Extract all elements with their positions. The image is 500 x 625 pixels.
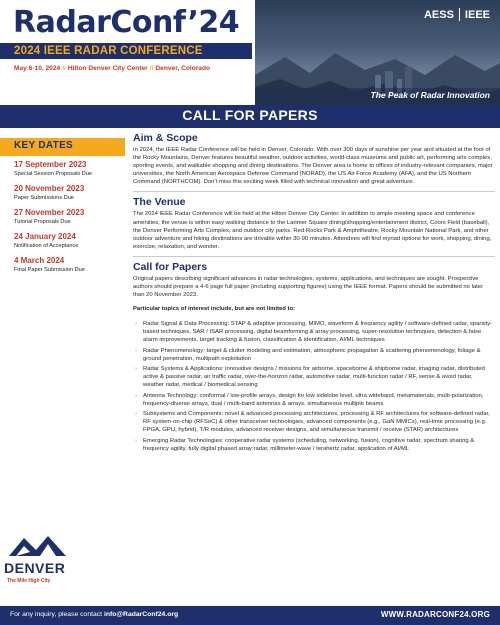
cfp-text: Original papers describing significant advances in radar technologies, systems, applications, and techniques are sought. Prospective authors should prepare a 4-6 page full paper (including supporting figures) using the IEEE format. Papers should be submitted no later than 20 November 2023. [133,275,484,299]
topic-item: › Emerging Radar Technologies: cooperative radar systems (scheduling, networking, fusion), cognitive radar, spectrum sharing & frequency agility, fully digital phased array radar, millimeter-wave / terahertz radar, application of AI/ML [133,437,495,453]
footer-inquiry [10,611,178,618]
cfp-banner-title: CALL FOR PAPERS [182,107,318,123]
tagline: The Peak of Radar Innovation [370,90,490,100]
conference-subtitle: 2024 IEEE RADAR CONFERENCE [14,45,203,57]
key-date-label: Tutorial Proposals Due [14,219,71,225]
cfp-heading: Call for Papers [133,260,208,273]
venue-text: The 2024 IEEE Radar Conference will be held at the Hilton Denver City Center. In addition to ample meeting space and conference amenities, the venue is within easy walking distance to the Larimer Square dining/shopping/entertainment district, Coors Field (baseball), the Denver Performing Arts Complex, and outdoor city parks. Red Rocks Park & Amphitheatre, Rocky Mountain National Park, and other outdoor adventure and hiking destinations are drivable within 30-90 minutes. Attendees will find myriad options for work, shopping, dining, exercise, relaxation, and wonder. [133,211,492,250]
key-date-item [14,232,129,250]
key-date-label: Final Paper Submission Due [14,267,85,273]
denver-logo-tagline: The Mile High City [7,578,51,584]
topic-item: › Radar Signal & Data Processing: STAP & adaptive processing, MIMO, waveform & frequency agility / software-defined radar, sparsity-based techniques, SAR / ISAR processing, digital beamforming & array processing, super-resolution techniques, detection & false alarm improvements, target tracking & fusion, classification & identification, AI/ML techniques [133,320,495,344]
venue-heading: The Venue [133,196,186,209]
main-content [133,132,495,455]
key-date-item [14,256,129,274]
topic-item: › Radar Phenomenology: target & clutter modeling and estimation, atmospheric propagation & scattering phenomenology, foliage & ground penetration, multipath exploitation [133,347,495,363]
key-date-label: Notification of Acceptance [14,243,79,249]
aess-logo: AESS [423,8,454,21]
key-dates-list [14,160,129,280]
footer-inquiry-text: For any inquiry, please contact [10,611,104,618]
conference-city: Denver, Colorado [155,65,211,72]
key-date: 17 September 2023 [14,160,87,169]
key-date-item [14,160,129,178]
topic-item: › Antenna Technology: conformal / low-profile arrays, design for low sidelobe level, ultra wideband, metamaterials, multi-polarization, frequency-diverse arrays, dual / multi-band antennas & arrays, simultaneous multiple beams [133,392,495,408]
key-date-label: Special Session Proposals Due [14,171,93,177]
denver-logo-word: DENVER [4,560,66,576]
conference-venue: Hilton Denver City Center [67,65,148,72]
topics-list [133,320,495,453]
key-date-label: Paper Submissions Due [14,195,75,201]
topic-item: › Subsystems and Components: novel & advanced processing architectures, processing & RF architectures for software-defined radar, RF system-on-chip (RFSoC) & other transceiver technologies, advanced components (e.g., GaN MMICs), real-time processing (e.g. FPGA, GPU, hybrid), T/R modules, advanced receiver designs, and simultaneous transmit / receive (STAR) architectures [133,410,495,434]
topic-item: › Radar Systems & Applications: innovative designs / missions for airborne, spaceborne & shipborne radar, imaging radar, distributed active & passive radar, air traffic radar, over-the-horizon radar, automotive radar, multi-function radar / RF, sense & avoid radar, weather radar, medical / biomedical sensing [133,365,495,389]
key-dates-title: KEY DATES [14,140,74,151]
conference-dates: May 6-10, 2024 [14,65,61,72]
logo-divider [459,8,460,21]
conference-meta: May 6-10, 2024 // Hilton Denver City Center // Denver, Colorado [14,65,211,72]
key-date: 4 March 2024 [14,256,65,265]
section-divider [133,191,495,192]
topics-intro: Particular topics of interest include, but are not limited to: [133,306,296,313]
sponsor-logos [424,8,490,21]
conference-title: RadarConf’24 [13,5,240,40]
aim-text: In 2024, the IEEE Radar Conference will be held in Denver, Colorado. With over 300 days of sunshine per year and situated at the foot of the Rocky Mountains, Denver features beautiful weather, outdoor activities, world-class museums and public art, performing arts complex, sporting events, and walkable shopping and dining destinations. The Denver area is home to offices of industry-relevant companies, major universities, the North American Aerospace Defense Command (NORAD), the US Air Force Academy (AFA), and the US Northern Command (NORTHCOM). Don’t miss this exciting week filled with technical innovation and great adventure. [133,147,493,186]
website-link[interactable]: WWW.RADARCONF24.ORG [380,610,490,619]
contact-email-link[interactable]: info@RadarConf24.org [103,611,179,618]
key-date: 20 November 2023 [14,184,85,193]
key-date: 24 January 2024 [14,232,76,241]
key-date-item [14,208,129,226]
ieee-logo: IEEE [464,8,490,21]
key-date-item [14,184,129,202]
key-date: 27 November 2023 [14,208,85,217]
section-divider [133,256,495,257]
aim-heading: Aim & Scope [133,132,198,144]
